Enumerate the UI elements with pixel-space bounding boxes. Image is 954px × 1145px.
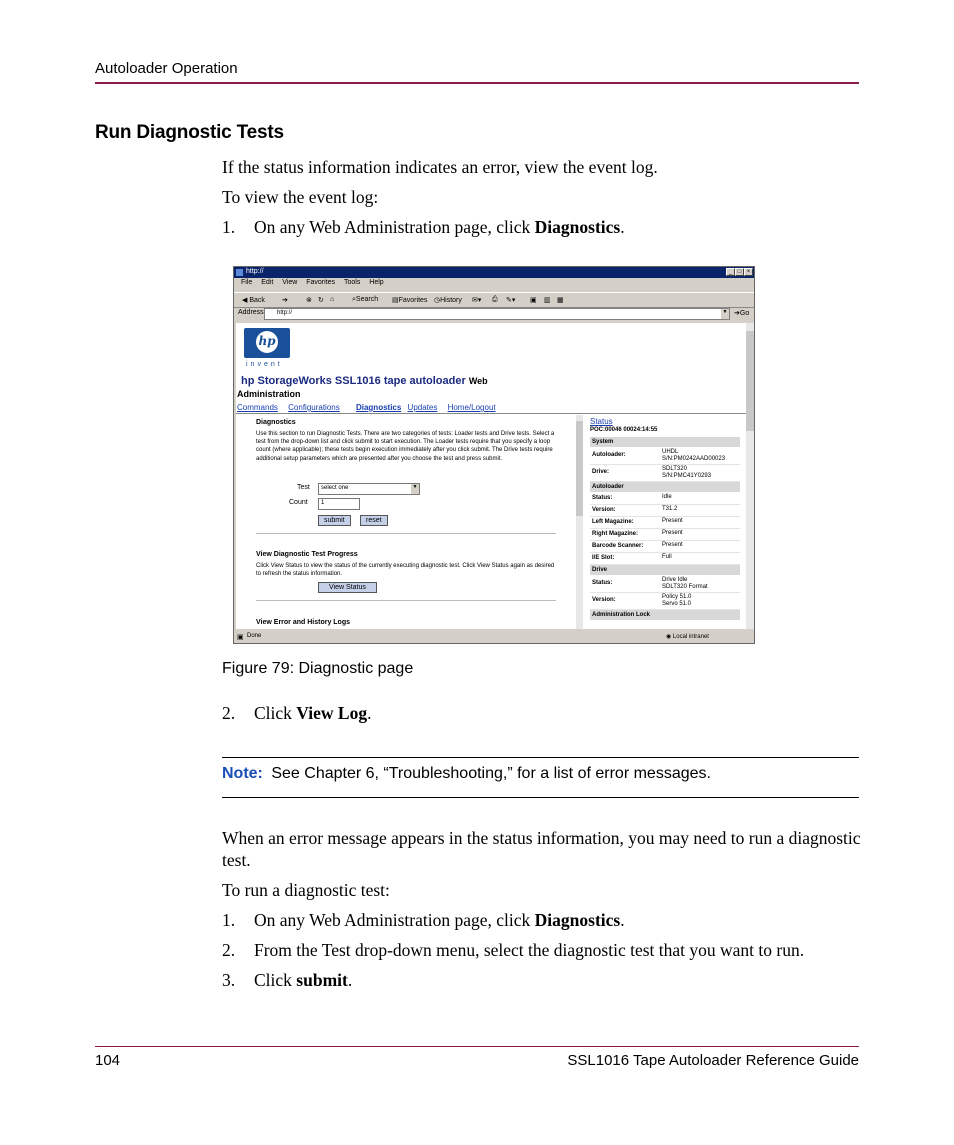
panel-value-secondary: Servo 51.0	[662, 601, 692, 607]
step-bold: submit	[296, 970, 348, 990]
go-button[interactable]	[734, 309, 749, 317]
step-text: On any Web Administration page, click	[254, 217, 535, 237]
scroll-thumb[interactable]	[746, 331, 754, 431]
status-done: Done	[247, 633, 262, 639]
step-text: On any Web Administration page, click	[254, 910, 535, 930]
address-bar	[234, 307, 754, 321]
intranet-icon: ◉	[666, 634, 672, 640]
menu-bar	[234, 279, 754, 290]
panel-section-header	[590, 610, 740, 620]
refresh-icon[interactable]: ↻	[318, 297, 324, 304]
panel-value: Full	[662, 554, 672, 560]
page-content	[236, 323, 746, 629]
note-text: See Chapter 6, “Troubleshooting,” for a list of error messages.	[271, 765, 711, 782]
window-title: http://	[246, 268, 264, 275]
status-panel	[590, 415, 740, 629]
panel-row	[590, 505, 740, 517]
menu-edit[interactable]: Edit	[261, 279, 274, 286]
step-number: 1.	[222, 217, 236, 237]
step-text: From the Test drop-down menu, select the diagnostic test that you want to run.	[254, 940, 805, 960]
step-number: 1.	[222, 910, 236, 930]
go-arrow-icon: ➔	[734, 310, 740, 317]
history-icon: ◷	[434, 297, 441, 304]
panel-value: SDLT320	[662, 466, 687, 472]
section-title: Run Diagnostic Tests	[95, 122, 284, 143]
scroll-thumb[interactable]	[576, 421, 583, 516]
discuss-icon[interactable]: ▣	[530, 297, 537, 304]
panel-value: Idle	[662, 494, 672, 500]
section-divider	[256, 600, 556, 601]
nav-updates[interactable]: Updates	[407, 403, 438, 412]
header-rule	[95, 82, 859, 84]
diagnostic-page-screenshot	[233, 266, 755, 644]
nav-diagnostics[interactable]: Diagnostics	[355, 403, 402, 412]
panel-value-secondary: S/N:PM0242AAD00023	[662, 456, 726, 462]
panel-value: Present	[662, 542, 683, 548]
diagnostics-title: Diagnostics	[256, 419, 296, 426]
step-text: Click	[254, 970, 297, 990]
home-icon[interactable]: ⌂	[330, 296, 335, 303]
address-label: Address	[238, 309, 264, 316]
panel-value: T31.2	[662, 506, 678, 512]
test-select[interactable]	[318, 483, 420, 495]
test-select-value: select one	[321, 485, 349, 491]
stop-icon[interactable]: ⊗	[306, 297, 312, 304]
panel-section-header	[590, 565, 740, 575]
menu-help[interactable]: Help	[369, 279, 384, 286]
panel-value: Drive Idle	[662, 577, 688, 583]
go-label: Go	[739, 310, 750, 317]
step-end: .	[620, 217, 625, 237]
minimize-icon[interactable]: _	[726, 268, 735, 276]
poc-readout: POC:00046 00024:14:55	[590, 427, 658, 433]
related-icon[interactable]: ▦	[557, 297, 564, 304]
panel-value-secondary: S/N:PMC41Y0293	[662, 473, 712, 479]
panel-value: Present	[662, 518, 683, 524]
diagnostics-description: Use this section to run Diagnostic Tests. There are two categories of tests: Loader tests and Drive tests. Select a test from the drop-down list and click submit to start execution. The Loader tests require that you specify a loop count (where applicable); these tests begin execution immediately after you click submit. The Drive tests require additional setup parameters which are presented after you choose the test and press submit.	[256, 431, 555, 462]
browser-toolbar	[234, 292, 754, 308]
search-button[interactable]	[352, 296, 378, 304]
count-input[interactable]	[318, 498, 360, 510]
panel-label: Version:	[592, 597, 616, 603]
step-end: .	[347, 970, 353, 990]
page-number: 104	[95, 1052, 121, 1069]
nav-commands[interactable]: Commands	[237, 403, 278, 412]
forward-icon[interactable]: ➔	[282, 297, 288, 304]
menu-view[interactable]: View	[282, 279, 298, 286]
nav-divider	[236, 413, 746, 414]
panel-label: Status:	[592, 580, 613, 586]
hp-logo: hp	[244, 328, 290, 358]
panel-row	[590, 517, 740, 529]
progress-title: View Diagnostic Test Progress	[256, 551, 358, 558]
step-number: 2.	[222, 703, 236, 723]
zone-label: Local intranet	[672, 634, 709, 640]
panel-label: I/E Slot:	[592, 555, 615, 561]
panel-label: Version:	[592, 507, 616, 513]
panel-label: Right Magazine:	[592, 531, 638, 537]
favorites-label: Favorites	[398, 297, 428, 304]
panel-label: Drive	[592, 567, 608, 573]
reset-button[interactable]: reset	[360, 515, 388, 526]
address-value: http://	[277, 310, 293, 316]
panel-label: Autoloader:	[592, 452, 626, 458]
panel-label: Autoloader	[592, 484, 624, 490]
nav-configurations[interactable]: Configurations	[288, 403, 340, 412]
product-title-suffix: Web	[468, 376, 488, 386]
menu-favorites[interactable]: Favorites	[306, 279, 336, 286]
favorites-icon: ▤	[392, 297, 399, 304]
history-label: History	[440, 297, 462, 304]
left-frame-scrollbar[interactable]	[576, 415, 583, 629]
panel-row	[590, 553, 740, 565]
panel-row	[590, 493, 740, 505]
progress-description: Click View Status to view the status of the currently executing diagnostic test. Click View Status again as desired to refresh the status information.	[256, 563, 555, 578]
figure-caption: Figure 79: Diagnostic page	[222, 660, 414, 677]
panel-label: Status:	[592, 495, 613, 501]
admin-heading: Administration	[237, 389, 301, 399]
note-label: Note:	[222, 765, 263, 782]
step-end: .	[620, 910, 625, 930]
test-label: Test	[297, 484, 310, 491]
step-end: .	[367, 703, 372, 723]
panel-row	[590, 465, 740, 482]
error-paragraph: When an error message appears in the status information, you may need to run a diagnostic test.	[222, 828, 861, 870]
step-list-c-1	[222, 909, 625, 931]
count-label: Count	[289, 499, 308, 506]
step-number: 2.	[222, 940, 236, 960]
browser-scrollbar[interactable]	[746, 323, 754, 629]
search-icon: ⌕	[352, 296, 356, 303]
view-status-button[interactable]: View Status	[318, 582, 377, 593]
panel-label: Left Magazine:	[592, 519, 634, 525]
nav-home-logout[interactable]: Home/Logout	[447, 403, 496, 412]
panel-section-header	[590, 437, 740, 447]
chevron-down-icon[interactable]: ▼	[411, 484, 419, 494]
count-value: 1	[321, 500, 325, 506]
panel-label: Barcode Scanner:	[592, 543, 644, 549]
menu-tools[interactable]: Tools	[344, 279, 361, 286]
footer-rule	[95, 1046, 859, 1047]
search-label: Search	[355, 296, 379, 303]
submit-button[interactable]: submit	[318, 515, 351, 526]
step-list-b	[222, 702, 371, 724]
panel-value: Present	[662, 530, 683, 536]
panel-value-secondary: SDLT320 Format	[662, 584, 708, 590]
step-bold: View Log	[296, 703, 368, 723]
back-arrow-icon: ◀	[242, 297, 248, 304]
running-header: Autoloader Operation	[95, 60, 238, 77]
edit-icon[interactable]: ✎▾	[506, 297, 516, 304]
window-titlebar	[234, 267, 754, 278]
back-button[interactable]	[242, 296, 265, 304]
panel-row	[590, 541, 740, 553]
to-view-paragraph: To view the event log:	[222, 187, 379, 207]
step-list-a	[222, 216, 625, 238]
panel-row	[590, 593, 740, 610]
ie-icon	[236, 269, 243, 276]
menu-file[interactable]: File	[241, 279, 253, 286]
maximize-icon[interactable]: □	[735, 268, 744, 276]
history-button[interactable]	[434, 296, 462, 304]
note-rule-bottom	[222, 797, 859, 798]
mail-icon[interactable]: ✉▾	[472, 297, 482, 304]
step-bold: Diagnostics	[534, 910, 621, 930]
logs-title: View Error and History Logs	[256, 619, 351, 626]
panel-label: Drive:	[592, 469, 610, 475]
section-divider	[256, 533, 556, 534]
print-icon[interactable]: ⎙	[492, 296, 498, 303]
panel-value: UHDL	[662, 449, 679, 455]
back-label: Back	[249, 297, 265, 304]
step-number: 3.	[222, 970, 236, 990]
note-rule-top	[222, 757, 859, 758]
page-icon: ▣	[237, 634, 244, 641]
note-box	[222, 765, 711, 783]
step-bold: Diagnostics	[534, 217, 621, 237]
address-input[interactable]	[264, 308, 730, 320]
logo-tagline: invent	[246, 361, 283, 368]
panel-row	[590, 448, 740, 465]
chevron-down-icon[interactable]: ▼	[721, 309, 729, 319]
intro-paragraph: If the status information indicates an error, view the event log.	[222, 157, 658, 177]
favorites-button[interactable]	[392, 296, 427, 304]
panel-row	[590, 529, 740, 541]
panel-row	[590, 576, 740, 593]
panel-value: Policy 51.0	[662, 594, 692, 600]
step-list-c-3	[222, 969, 352, 991]
status-link[interactable]: Status	[590, 417, 613, 426]
panel-label: System	[592, 439, 614, 445]
product-title-text: hp StorageWorks SSL1016 tape autoloader	[241, 375, 466, 387]
panel-section-header	[590, 482, 740, 492]
close-icon[interactable]: ×	[744, 268, 753, 276]
nav-bar	[237, 403, 742, 412]
zone-indicator	[666, 633, 709, 640]
product-title	[241, 375, 488, 387]
step-text: Click	[254, 703, 297, 723]
messenger-icon[interactable]: ▥	[544, 297, 551, 304]
panel-label: Administration Lock	[592, 612, 651, 618]
to-run-paragraph: To run a diagnostic test:	[222, 880, 390, 900]
diagnostics-frame	[236, 415, 581, 629]
step-list-c-2	[222, 939, 804, 961]
browser-statusbar	[234, 631, 754, 642]
guide-title: SSL1016 Tape Autoloader Reference Guide	[567, 1052, 859, 1069]
